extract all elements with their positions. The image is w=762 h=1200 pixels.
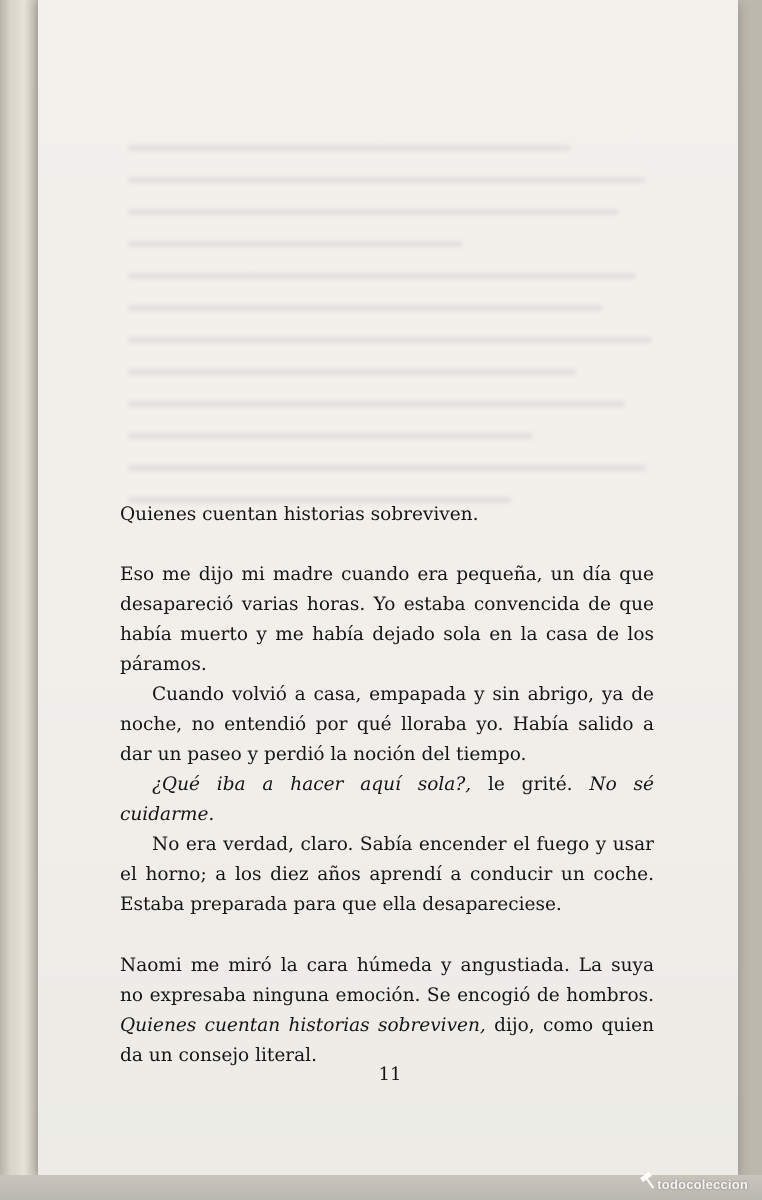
truth-paragraph: No era verdad, claro. Sabía encender el fuego y usar el horno; a los diez años aprendí a conducir un coche. Estaba preparada para que ella desapareciese. (120, 834, 654, 915)
page-number: 11 (378, 1064, 402, 1085)
quote-italic-1: ¿Qué iba a hacer aquí sola?, (152, 774, 472, 795)
quote-normal-1: le grité. (471, 774, 590, 795)
naomi-text-2: dijo, como quien da un consejo literal. (120, 1015, 654, 1066)
return-paragraph: Cuando volvió a casa, empapada y sin abrigo, ya de noche, no entendió por qué lloraba yo. Había salido a dar un paseo y perdió la noción del tiempo. (120, 684, 654, 765)
quote-italic-2: No sé cuidarme. (120, 774, 654, 825)
show-through-text (128, 145, 668, 545)
naomi-italic: Quienes cuentan historias sobreviven, (120, 1015, 486, 1036)
naomi-text-1: Naomi me miró la cara húmeda y angustiada. La suya no expresaba ninguna emoción. Se encogió de hombros. (120, 955, 654, 1006)
opening-line: Quienes cuentan historias sobreviven. (120, 504, 479, 525)
quote-line (120, 770, 654, 830)
watermark (639, 1177, 748, 1192)
page-text (120, 500, 654, 1071)
watermark-text: todocoleccion (657, 1177, 748, 1192)
book-page (38, 0, 738, 1175)
naomi-paragraph (120, 951, 654, 1071)
mother-paragraph: Eso me dijo mi madre cuando era pequeña, un día que desapareció varias horas. Yo estaba convencida de que había muerto y me había dejado sola en la casa de los páramos. (120, 564, 654, 675)
auction-hammer-icon (639, 1177, 653, 1191)
